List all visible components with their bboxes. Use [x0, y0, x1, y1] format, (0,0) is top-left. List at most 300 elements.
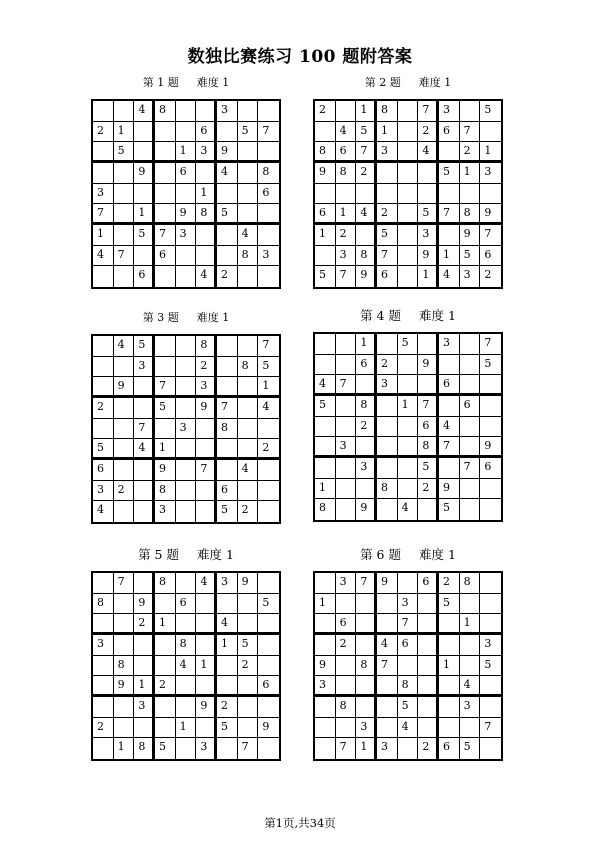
sudoku-cell: 6 [439, 738, 460, 759]
sudoku-cell: 9 [114, 377, 135, 398]
sudoku-cell: 7 [460, 458, 481, 479]
sudoku-cell [134, 481, 155, 502]
sudoku-cell [176, 398, 197, 419]
sudoku-cell: 5 [439, 163, 460, 184]
sudoku-cell [377, 334, 398, 355]
sudoku-cell: 3 [356, 458, 377, 479]
sudoku-cell [176, 184, 197, 205]
sudoku-cell: 9 [418, 355, 439, 376]
sudoku-cell: 4 [176, 656, 197, 677]
sudoku-cell [217, 377, 238, 398]
sudoku-cell [480, 396, 501, 417]
sudoku-cell [238, 481, 259, 502]
sudoku-cell [480, 122, 501, 143]
sudoku-cell: 5 [217, 501, 238, 522]
sudoku-cell: 8 [155, 481, 176, 502]
sudoku-cell [418, 676, 439, 697]
sudoku-cell: 4 [398, 718, 419, 739]
sudoku-cell [238, 594, 259, 615]
sudoku-cell: 5 [114, 142, 135, 163]
sudoku-cell [377, 184, 398, 205]
sudoku-cell [315, 635, 336, 656]
sudoku-cell [418, 499, 439, 520]
sudoku-cell: 7 [460, 122, 481, 143]
sudoku-cell [176, 573, 197, 594]
sudoku-cell: 6 [336, 614, 357, 635]
sudoku-cell [114, 163, 135, 184]
sudoku-cell [134, 398, 155, 419]
sudoku-cell: 8 [460, 204, 481, 225]
sudoku-cell: 9 [356, 266, 377, 287]
sudoku-cell [258, 460, 279, 481]
sudoku-cell: 2 [484, 268, 492, 282]
sudoku-cell: 3 [315, 676, 336, 697]
sudoku-cell: 1 [176, 142, 197, 163]
sudoku-cell: 4 [238, 225, 259, 246]
puzzle-2 [313, 75, 503, 289]
sudoku-cell [336, 458, 357, 479]
puzzle-4 [313, 308, 503, 522]
sudoku-cell [93, 142, 114, 163]
sudoku-cell [418, 184, 439, 205]
sudoku-cell [196, 101, 217, 122]
sudoku-cell [196, 676, 217, 697]
sudoku-cell: 5 [217, 204, 238, 225]
sudoku-cell [238, 101, 259, 122]
sudoku-cell: 9 [196, 398, 217, 419]
sudoku-cell [217, 460, 238, 481]
sudoku-cell [134, 184, 155, 205]
sudoku-cell: 4 [217, 614, 238, 635]
sudoku-cell [196, 614, 217, 635]
sudoku-cell [176, 439, 197, 460]
sudoku-cell: 6 [155, 246, 176, 267]
sudoku-cell [418, 163, 439, 184]
sudoku-cell [196, 481, 217, 502]
sudoku-cell [176, 481, 197, 502]
sudoku-cell [418, 656, 439, 677]
sudoku-grid [91, 571, 281, 761]
sudoku-cell: 6 [176, 163, 197, 184]
sudoku-cell [398, 204, 419, 225]
sudoku-cell [217, 656, 238, 677]
sudoku-cell [460, 355, 481, 376]
sudoku-cell: 8 [398, 676, 419, 697]
sudoku-cell: 9 [418, 246, 439, 267]
sudoku-cell [217, 439, 238, 460]
sudoku-cell: 7 [356, 142, 377, 163]
sudoku-cell [315, 122, 336, 143]
sudoku-cell: 9 [460, 225, 481, 246]
page-footer: 第1页,共34页 [264, 816, 336, 830]
sudoku-cell: 6 [460, 396, 481, 417]
sudoku-cell [258, 101, 279, 122]
sudoku-cell [315, 184, 336, 205]
sudoku-cell: 7 [336, 266, 357, 287]
sudoku-cell: 1 [155, 614, 176, 635]
sudoku-cell [398, 573, 419, 594]
sudoku-cell: 1 [377, 122, 398, 143]
sudoku-cell [315, 334, 336, 355]
sudoku-cell: 8 [217, 419, 238, 440]
sudoku-cell: 2 [155, 676, 176, 697]
sudoku-cell [439, 355, 460, 376]
sudoku-cell: 3 [217, 573, 238, 594]
sudoku-cell [356, 614, 377, 635]
sudoku-cell [155, 697, 176, 718]
sudoku-cell [398, 479, 419, 500]
sudoku-cell: 9 [315, 163, 336, 184]
sudoku-cell: 5 [418, 458, 439, 479]
sudoku-cell: 4 [336, 122, 357, 143]
sudoku-cell [134, 460, 155, 481]
sudoku-cell: 9 [176, 204, 197, 225]
sudoku-cell: 4 [356, 204, 377, 225]
puzzle-difficulty: 难度 1 [418, 76, 452, 89]
sudoku-cell [356, 375, 377, 396]
sudoku-cell [176, 266, 197, 287]
sudoku-cell [258, 573, 279, 594]
sudoku-cell [93, 656, 114, 677]
sudoku-cell: 8 [155, 101, 176, 122]
sudoku-cell: 7 [336, 375, 357, 396]
sudoku-cell: 9 [480, 437, 501, 458]
sudoku-cell: 4 [439, 417, 460, 438]
puzzle-difficulty: 难度 1 [196, 547, 234, 562]
sudoku-cell [398, 101, 419, 122]
sudoku-cell: 6 [480, 246, 501, 267]
puzzle-5 [91, 547, 281, 761]
sudoku-cell: 4 [93, 501, 114, 522]
sudoku-cell [460, 437, 481, 458]
sudoku-cell [398, 246, 419, 267]
sudoku-cell [439, 676, 460, 697]
sudoku-cell [176, 501, 197, 522]
sudoku-cell: 7 [93, 204, 114, 225]
sudoku-cell [336, 718, 357, 739]
sudoku-cell [398, 417, 419, 438]
sudoku-cell: 7 [196, 460, 217, 481]
sudoku-cell [176, 460, 197, 481]
sudoku-cell: 1 [155, 439, 176, 460]
sudoku-cell: 5 [258, 357, 279, 378]
sudoku-grid [91, 334, 281, 524]
sudoku-cell: 5 [155, 398, 176, 419]
sudoku-cell: 3 [418, 225, 439, 246]
puzzle-difficulty: 难度 1 [418, 547, 456, 562]
sudoku-cell [460, 594, 481, 615]
sudoku-cell [196, 163, 217, 184]
sudoku-cell [238, 676, 259, 697]
sudoku-cell [336, 396, 357, 417]
sudoku-cell: 6 [439, 375, 460, 396]
sudoku-cell: 5 [398, 697, 419, 718]
sudoku-cell [155, 656, 176, 677]
puzzle-number: 第 1 题 [142, 76, 179, 89]
sudoku-cell [336, 594, 357, 615]
sudoku-cell [377, 697, 398, 718]
sudoku-cell: 4 [377, 635, 398, 656]
sudoku-cell: 4 [114, 336, 135, 357]
sudoku-cell: 4 [418, 142, 439, 163]
sudoku-cell: 3 [196, 377, 217, 398]
sudoku-cell [398, 437, 419, 458]
sudoku-cell [238, 718, 259, 739]
sudoku-cell: 9 [480, 204, 501, 225]
sudoku-cell [176, 336, 197, 357]
sudoku-cell: 6 [336, 142, 357, 163]
puzzle-header [313, 75, 503, 91]
sudoku-cell: 3 [176, 225, 197, 246]
sudoku-cell [315, 355, 336, 376]
sudoku-cell [217, 738, 238, 759]
page-title: 数独比赛练习 100 题附答案 [187, 47, 413, 67]
sudoku-cell [480, 697, 501, 718]
sudoku-cell [460, 375, 481, 396]
sudoku-cell: 8 [418, 437, 439, 458]
sudoku-cell: 3 [460, 697, 481, 718]
sudoku-cell [114, 419, 135, 440]
sudoku-cell [196, 594, 217, 615]
sudoku-cell: 8 [155, 573, 176, 594]
sudoku-cell [377, 614, 398, 635]
sudoku-grid [91, 99, 281, 289]
sudoku-cell [258, 142, 279, 163]
sudoku-cell: 7 [418, 101, 439, 122]
sudoku-cell: 3 [377, 375, 398, 396]
sudoku-cell: 6 [217, 481, 238, 502]
sudoku-cell: 8 [196, 204, 217, 225]
sudoku-cell: 3 [217, 101, 238, 122]
sudoku-cell [238, 614, 259, 635]
sudoku-cell: 8 [315, 142, 336, 163]
sudoku-cell [377, 396, 398, 417]
sudoku-cell [155, 163, 176, 184]
sudoku-cell [356, 676, 377, 697]
sudoku-cell: 7 [155, 377, 176, 398]
sudoku-cell [377, 676, 398, 697]
sudoku-cell [155, 336, 176, 357]
sudoku-cell [398, 458, 419, 479]
sudoku-cell [418, 594, 439, 615]
sudoku-cell: 5 [155, 738, 176, 759]
sudoku-cell [480, 738, 501, 759]
sudoku-cell: 4 [196, 573, 217, 594]
puzzle-number: 第 3 题 [142, 311, 179, 324]
sudoku-cell [93, 419, 114, 440]
sudoku-cell [93, 163, 114, 184]
sudoku-cell: 2 [460, 142, 481, 163]
sudoku-cell [93, 697, 114, 718]
sudoku-cell [356, 225, 377, 246]
sudoku-cell: 7 [155, 225, 176, 246]
sudoku-cell: 4 [315, 375, 336, 396]
sudoku-cell [217, 122, 238, 143]
sudoku-cell: 5 [258, 594, 279, 615]
sudoku-cell [176, 357, 197, 378]
sudoku-cell [398, 142, 419, 163]
sudoku-cell [155, 204, 176, 225]
sudoku-cell: 1 [134, 676, 155, 697]
sudoku-cell [238, 266, 259, 287]
sudoku-cell [258, 656, 279, 677]
sudoku-cell: 7 [258, 122, 279, 143]
sudoku-cell [377, 718, 398, 739]
sudoku-cell [134, 656, 155, 677]
sudoku-cell [480, 479, 501, 500]
sudoku-cell [460, 101, 481, 122]
sudoku-cell [155, 357, 176, 378]
sudoku-cell [439, 614, 460, 635]
sudoku-cell [114, 460, 135, 481]
sudoku-cell: 3 [480, 635, 501, 656]
sudoku-cell [93, 676, 114, 697]
sudoku-cell: 3 [398, 594, 419, 615]
sudoku-cell: 7 [356, 573, 377, 594]
sudoku-cell [336, 334, 357, 355]
sudoku-cell [114, 357, 135, 378]
sudoku-cell [93, 377, 114, 398]
sudoku-cell: 8 [336, 697, 357, 718]
puzzle-3 [91, 310, 281, 524]
sudoku-cell [480, 676, 501, 697]
sudoku-cell: 2 [377, 204, 398, 225]
sudoku-cell [377, 417, 398, 438]
sudoku-cell: 8 [356, 396, 377, 417]
sudoku-cell: 2 [93, 398, 114, 419]
sudoku-cell: 4 [134, 439, 155, 460]
sudoku-cell: 5 [480, 101, 501, 122]
sudoku-cell [155, 718, 176, 739]
sudoku-cell [114, 204, 135, 225]
sudoku-cell: 5 [460, 246, 481, 267]
sudoku-cell: 5 [439, 499, 460, 520]
sudoku-cell [238, 419, 259, 440]
sudoku-cell [93, 101, 114, 122]
sudoku-cell: 5 [134, 336, 155, 357]
sudoku-cell [439, 718, 460, 739]
sudoku-cell: 1 [356, 101, 377, 122]
sudoku-cell: 5 [134, 225, 155, 246]
sudoku-cell: 1 [196, 656, 217, 677]
sudoku-cell: 6 [356, 355, 377, 376]
puzzle-number: 第 5 题 [138, 547, 179, 562]
sudoku-cell [217, 184, 238, 205]
sudoku-cell: 3 [480, 163, 501, 184]
sudoku-cell: 3 [377, 142, 398, 163]
sudoku-cell: 7 [258, 336, 279, 357]
sudoku-cell [398, 375, 419, 396]
sudoku-cell [155, 142, 176, 163]
sudoku-cell [196, 501, 217, 522]
sudoku-cell: 3 [258, 246, 279, 267]
sudoku-cell: 5 [93, 439, 114, 460]
sudoku-cell [134, 635, 155, 656]
sudoku-cell [398, 184, 419, 205]
sudoku-cell: 7 [238, 738, 259, 759]
sudoku-cell [480, 375, 501, 396]
sudoku-cell: 5 [238, 122, 259, 143]
sudoku-cell: 7 [439, 204, 460, 225]
sudoku-cell: 1 [356, 334, 377, 355]
sudoku-cell: 1 [418, 266, 439, 287]
sudoku-cell: 2 [217, 697, 238, 718]
puzzle-header [91, 75, 281, 91]
sudoku-cell [176, 122, 197, 143]
sudoku-cell [315, 738, 336, 759]
sudoku-cell: 7 [134, 419, 155, 440]
sudoku-cell [377, 499, 398, 520]
sudoku-cell: 1 [398, 396, 419, 417]
sudoku-cell: 7 [114, 573, 135, 594]
sudoku-cell: 5 [460, 738, 481, 759]
puzzle-6 [313, 547, 503, 761]
sudoku-cell [176, 614, 197, 635]
sudoku-cell [196, 635, 217, 656]
sudoku-cell: 1 [217, 635, 238, 656]
sudoku-cell: 2 [336, 635, 357, 656]
sudoku-cell: 6 [315, 204, 336, 225]
puzzle-1 [91, 75, 281, 289]
sudoku-cell: 8 [196, 336, 217, 357]
sudoku-cell: 1 [258, 377, 279, 398]
sudoku-cell [155, 419, 176, 440]
sudoku-cell [315, 417, 336, 438]
sudoku-cell: 8 [377, 479, 398, 500]
sudoku-cell: 7 [377, 656, 398, 677]
sudoku-cell [418, 375, 439, 396]
sudoku-cell [418, 697, 439, 718]
sudoku-cell: 7 [480, 225, 501, 246]
sudoku-cell: 6 [134, 266, 155, 287]
sudoku-cell [176, 101, 197, 122]
puzzle-header [313, 547, 503, 563]
puzzle-header [313, 308, 503, 324]
sudoku-cell: 1 [439, 246, 460, 267]
sudoku-cell [336, 184, 357, 205]
sudoku-cell: 5 [480, 656, 501, 677]
sudoku-cell: 9 [356, 499, 377, 520]
sudoku-cell: 8 [114, 656, 135, 677]
sudoku-cell [398, 656, 419, 677]
sudoku-cell: 3 [134, 697, 155, 718]
sudoku-cell: 7 [114, 246, 135, 267]
sudoku-cell: 9 [377, 573, 398, 594]
sudoku-cell [258, 225, 279, 246]
sudoku-cell: 8 [134, 738, 155, 759]
sudoku-cell [336, 101, 357, 122]
sudoku-cell [258, 738, 279, 759]
sudoku-cell [356, 437, 377, 458]
sudoku-cell: 4 [258, 398, 279, 419]
sudoku-cell [134, 122, 155, 143]
sudoku-cell [418, 614, 439, 635]
sudoku-cell: 5 [439, 594, 460, 615]
sudoku-cell: 3 [356, 718, 377, 739]
sudoku-cell: 2 [315, 101, 336, 122]
sudoku-cell: 9 [238, 573, 259, 594]
sudoku-cell: 5 [418, 204, 439, 225]
sudoku-cell [114, 594, 135, 615]
sudoku-cell: 9 [439, 479, 460, 500]
sudoku-cell [418, 718, 439, 739]
sudoku-cell: 4 [196, 266, 217, 287]
sudoku-cell: 6 [196, 122, 217, 143]
sudoku-cell: 1 [439, 656, 460, 677]
sudoku-cell: 6 [93, 460, 114, 481]
sudoku-cell: 3 [196, 738, 217, 759]
sudoku-cell: 4 [398, 499, 419, 520]
